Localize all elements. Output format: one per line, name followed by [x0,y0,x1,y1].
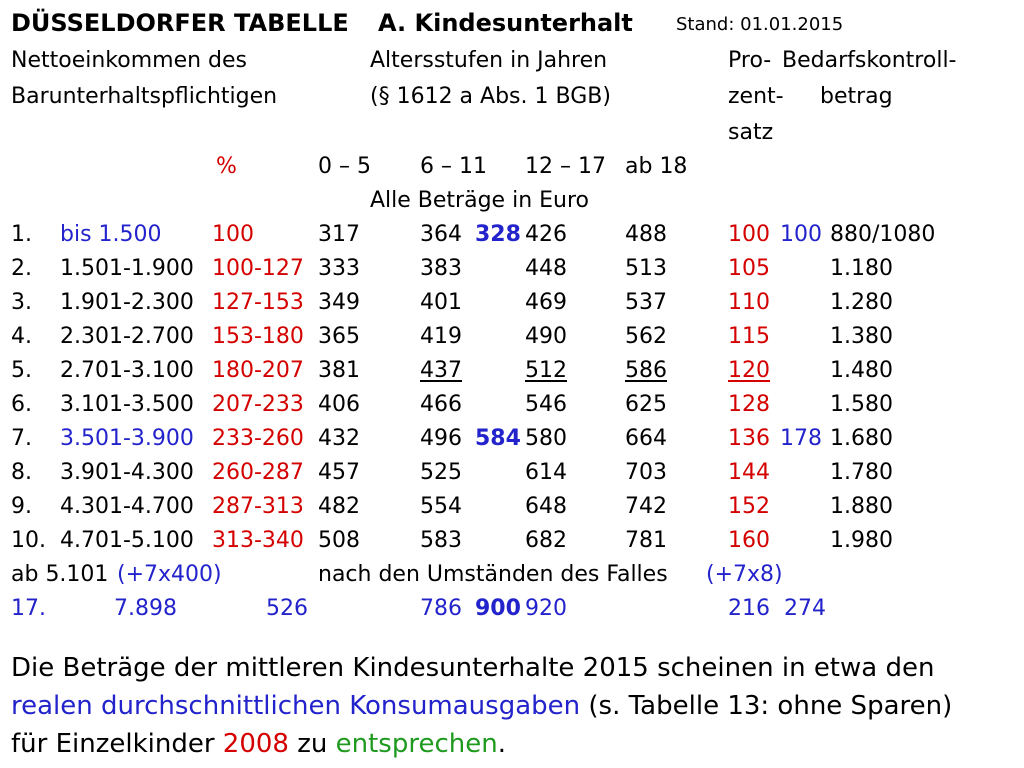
summary-text: zu [288,729,336,759]
percent-range: 313-340 [212,528,304,553]
bedarfskontrollbetrag: 1.880 [830,494,893,519]
prozentsatz-extra: 100 [780,222,822,247]
bedarfskontrollbetrag: 1.580 [830,392,893,417]
amount-6-11-extra: 900 [475,596,521,621]
prozentsatz: 128 [728,392,770,417]
summary-line-3 [11,726,506,762]
percent-range: 233-260 [212,426,304,451]
amount-12-17: 682 [525,528,567,553]
income-value: 7.898 [114,596,177,621]
percent-range: 260-287 [212,460,304,485]
row-number: 6. [11,392,32,417]
summary-text: Die Beträge der mittleren Kindesunterhalte 2015 scheinen in etwa den [11,653,935,683]
amount-6-11: 466 [420,392,462,417]
summary-text: (s. Tabelle 13: ohne Sparen) [580,691,953,721]
amount-6-11: 786 [420,596,462,621]
summary-highlight-verb: entsprechen [335,729,498,759]
amount-12-17: 426 [525,222,567,247]
row-number: 10. [11,528,46,553]
percent-range: 127-153 [212,290,304,315]
row-number: 8. [11,460,32,485]
amount-ab-18: 625 [625,392,667,417]
bedarfskontrollbetrag: 1.280 [830,290,893,315]
row-number: 7. [11,426,32,451]
umstaende-note: nach den Umständen des Falles [318,562,668,587]
age-col-0-5: 0 – 5 [318,154,371,179]
amount-6-11-extra: 584 [475,426,521,451]
bedarfskontrollbetrag: 1.480 [830,358,893,383]
prozentsatz: 160 [728,528,770,553]
income-range: bis 1.500 [60,222,162,247]
amount-0-5: 381 [318,358,360,383]
income-range: 4.301-4.700 [60,494,194,519]
amount-6-11: 401 [420,290,462,315]
amount-0-5: 317 [318,222,360,247]
amount-ab-18: 513 [625,256,667,281]
header-bedarf-line1: Bedarfskontroll- [782,48,957,73]
bedarfskontrollbetrag: 880/1080 [830,222,936,247]
income-range: 1.501-1.900 [60,256,194,281]
income-range: 3.901-4.300 [60,460,194,485]
header-income-line1: Nettoeinkommen des [11,48,248,73]
amount-ab-18: 742 [625,494,667,519]
prozentsatz: 120 [728,358,770,383]
amount-ab-18: 562 [625,324,667,349]
percent-range: 180-207 [212,358,304,383]
amount-ab-18: 537 [625,290,667,315]
stand-date: Stand: 01.01.2015 [676,14,844,35]
header-bedarf-line2: betrag [820,84,893,109]
row-number: 5. [11,358,32,383]
row-number: 3. [11,290,32,315]
percent-sign: % [216,154,237,179]
amount-6-11: 583 [420,528,462,553]
prozentsatz: 100 [728,222,770,247]
umstaende-formula: (+7x8) [706,562,783,587]
amount-0-5: 482 [318,494,360,519]
age-col-ab-18: ab 18 [625,154,688,179]
header-prozent-line2: zent- [728,84,784,109]
amount-0-5: 432 [318,426,360,451]
amount-6-11: 383 [420,256,462,281]
prozentsatz: 110 [728,290,770,315]
currency-note: Alle Beträge in Euro [370,188,589,213]
header-income-line2: Barunterhaltspflichtigen [11,84,278,109]
amount-6-11: 364 [420,222,462,247]
amount-12-17: 490 [525,324,567,349]
header-age-line1: Altersstufen in Jahren [370,48,608,73]
amount-12-17: 448 [525,256,567,281]
ab-income-formula: (+7x400) [117,562,222,587]
page-title: DÜSSELDORFER TABELLE [11,9,349,37]
row-number: 1. [11,222,32,247]
prozentsatz: 136 [728,426,770,451]
amount-6-11: 525 [420,460,462,485]
amount-0-5: 508 [318,528,360,553]
percent-range: 153-180 [212,324,304,349]
row-number: 4. [11,324,32,349]
bedarfskontrollbetrag: 1.980 [830,528,893,553]
amount-12-17: 469 [525,290,567,315]
prozentsatz: 105 [728,256,770,281]
amount-ab-18: 703 [625,460,667,485]
amount-6-11: 554 [420,494,462,519]
bedarfskontrollbetrag: 1.780 [830,460,893,485]
prozentsatz-extra: 178 [780,426,822,451]
row-number: 17. [11,596,46,621]
amount-6-11: 437 [420,358,462,383]
income-range: 1.901-2.300 [60,290,194,315]
summary-text: für Einzelkinder [11,729,223,759]
amount-12-17: 920 [525,596,567,621]
bedarfskontrollbetrag: 1.380 [830,324,893,349]
summary-highlight-consumption: realen durchschnittlichen Konsumausgaben [11,691,581,721]
prozentsatz: 115 [728,324,770,349]
percent-range: 100 [212,222,254,247]
percent-range: 207-233 [212,392,304,417]
percent-range: 100-127 [212,256,304,281]
prozentsatz-extra: 274 [784,596,826,621]
amount-0-5: 349 [318,290,360,315]
amount-12-17: 546 [525,392,567,417]
amount-6-11: 419 [420,324,462,349]
amount-ab-18: 586 [625,358,667,383]
header-prozent-line1: Pro- [728,48,772,73]
header-age-line2: (§ 1612 a Abs. 1 BGB) [370,84,611,109]
amount-ab-18: 488 [625,222,667,247]
amount-12-17: 580 [525,426,567,451]
summary-line-1 [11,650,934,686]
summary-text: . [497,729,506,759]
amount-0-5: 365 [318,324,360,349]
page-subtitle: A. Kindesunterhalt [378,9,633,37]
income-range: 3.101-3.500 [60,392,194,417]
prozentsatz: 144 [728,460,770,485]
amount-12-17: 512 [525,358,567,383]
prozentsatz: 216 [728,596,770,621]
summary-year: 2008 [222,729,289,759]
income-range: 4.701-5.100 [60,528,194,553]
bedarfskontrollbetrag: 1.180 [830,256,893,281]
age-col-12-17: 12 – 17 [525,154,606,179]
income-range: 3.501-3.900 [60,426,194,451]
amount-ab-18: 781 [625,528,667,553]
income-range: 2.301-2.700 [60,324,194,349]
age-col-6-11: 6 – 11 [420,154,487,179]
amount-0-5: 406 [318,392,360,417]
amount-6-11-extra: 328 [475,222,521,247]
row-number: 9. [11,494,32,519]
ab-income-label: ab 5.101 [11,562,109,587]
amount-6-11: 496 [420,426,462,451]
percent-value: 526 [266,596,308,621]
summary-line-2 [11,688,952,724]
amount-12-17: 614 [525,460,567,485]
bedarfskontrollbetrag: 1.680 [830,426,893,451]
header-prozent-line3: satz [728,120,774,145]
amount-0-5: 333 [318,256,360,281]
income-range: 2.701-3.100 [60,358,194,383]
row-number: 2. [11,256,32,281]
amount-0-5: 457 [318,460,360,485]
prozentsatz: 152 [728,494,770,519]
percent-range: 287-313 [212,494,304,519]
amount-ab-18: 664 [625,426,667,451]
amount-12-17: 648 [525,494,567,519]
